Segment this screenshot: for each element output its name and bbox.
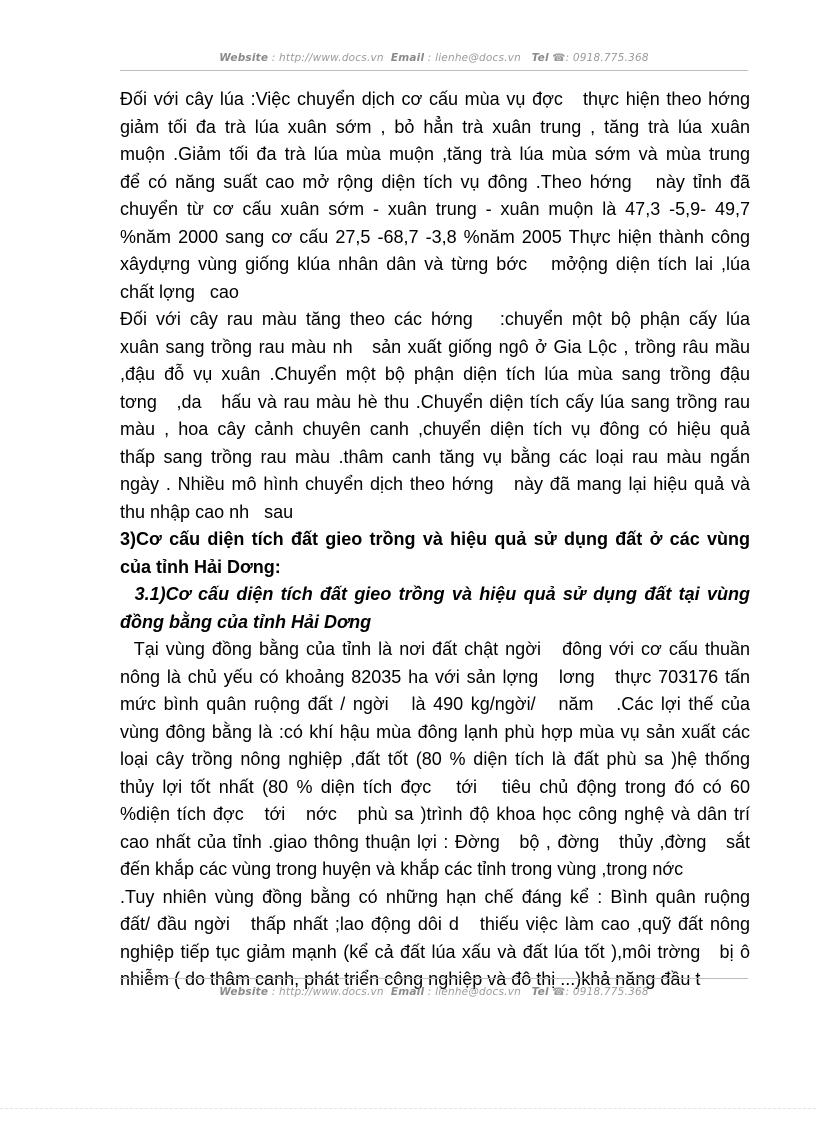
text-line: nông là chủ yếu có khoảng 82035 ha với sản lợng lơng thực 703176 tấn (120, 666, 750, 687)
page-bottom-divider (0, 1108, 816, 1109)
text-line: nghiệp tiếp tục giảm mạnh (kể cả đất lúa xấu và đất lúa tốt ),môi trờng bị ô (120, 941, 750, 962)
text-line: loại cây trồng nông nghiệp ,đất tốt (80 % diện tích là đất phù sa )hệ thống (120, 749, 750, 769)
footer-email-label: Email (390, 986, 425, 998)
text-line: màu , hoa cây cảnh chuyên canh ,chuyển diện tích vụ đông có hiệu quả (120, 419, 750, 439)
text-line: cao nhất của tỉnh .giao thông thuận lợi : Đờng bộ , đờng thủy ,đờng sắt (120, 831, 750, 852)
footer-email-link[interactable]: : lienhe@docs.vn (427, 986, 521, 998)
paragraph-delta-region (120, 636, 750, 994)
text-line: thấp sang trồng rau màu .thâm canh tăng vụ bằng các loại rau màu ngắn (120, 446, 750, 467)
text-line: muộn .Giảm tối đa trà lúa mùa muộn ,tăng trà lúa mùa sớm và mùa trung (120, 144, 750, 164)
text-line: Tại vùng đồng bằng của tỉnh là nơi đất chật ngời đông với cơ cấu thuần (120, 639, 750, 659)
text-line: để có năng suất cao mở rộng diện tích vụ đông .Theo hớng này tỉnh đã (120, 171, 750, 192)
text-line: Đối với cây lúa :Việc chuyển dịch cơ cấu mùa vụ đợc thực hiện theo hớng (120, 89, 750, 109)
document-body (120, 86, 750, 994)
footer-divider (120, 978, 748, 979)
footer-website-label: Website (219, 986, 269, 998)
heading-line: của tỉnh Hải Dơng: (120, 556, 281, 577)
header-website-label: Website (219, 52, 269, 64)
text-line: chất lợng cao (120, 281, 239, 302)
paragraph-vegetables (120, 306, 750, 526)
text-line: tơng ,da hấu và rau màu hè thu .Chuyển diện tích cấy lúa sang trồng rau (120, 391, 750, 412)
paragraph-rice (120, 86, 750, 306)
text-line: %năm 2000 sang cơ cấu 27,5 -68,7 -3,8 %năm 2005 Thực hiện thành công (120, 226, 750, 247)
heading-line: 3.1)Cơ cấu diện tích đất gieo trồng và hiệu quả sử dụng đất tại vùng (120, 584, 750, 604)
phone-icon: ☎ (552, 986, 566, 998)
text-line: thu nhập cao nh sau (120, 501, 294, 522)
header-website-link[interactable]: : http://www.docs.vn (271, 52, 384, 64)
header-divider (120, 70, 748, 71)
footer-tel-label: Tel (531, 986, 549, 998)
heading-line: đồng bằng của tỉnh Hải Dơng (120, 611, 372, 632)
footer-tel-value: : 0918.775.368 (565, 986, 649, 998)
header-email-link[interactable]: : lienhe@docs.vn (427, 52, 521, 64)
header-tel-label: Tel (531, 52, 549, 64)
text-line: ngày . Nhiều mô hình chuyển dịch theo hớng này đã mang lại hiệu quả và (120, 474, 750, 494)
text-line: Đối với cây rau màu tăng theo các hớng :chuyển một bộ phận cấy lúa (120, 309, 750, 329)
section-heading-3 (120, 526, 750, 581)
text-line: %diện tích đợc tới nớc phù sa )trình độ khoa học công nghệ và dân trí (120, 804, 750, 824)
footer-website-link[interactable]: : http://www.docs.vn (271, 986, 384, 998)
text-line: .Tuy nhiên vùng đồng bằng có những hạn chế đáng kể : Bình quân ruộng (120, 886, 750, 907)
header-email-label: Email (390, 52, 425, 64)
text-line: giảm tối đa trà lúa xuân sớm , bỏ hẳn trà xuân trung , tăng trà lúa xuân (120, 116, 750, 137)
text-line: mức bình quân ruộng đất / ngời là 490 kg/ngời/ năm .Các lợi thế của (120, 694, 750, 714)
section-heading-3-1 (120, 581, 750, 636)
text-line: xuân sang trồng rau màu nh sản xuất giống ngô ở Gia Lộc , trồng râu mầu (120, 336, 750, 357)
heading-line: 3)Cơ cấu diện tích đất gieo trồng và hiệu quả sử dụng đất ở các vùng (120, 529, 750, 549)
text-line: đến khắp các vùng trong huyện và khắp các tỉnh trong vùng ,trong nớc (120, 859, 684, 879)
text-line: thủy lợi tốt nhất (80 % diện tích đợc tới tiêu chủ động trong đó có 60 (120, 776, 750, 797)
text-line: nhiễm ( do thâm canh, phát triển công nghiệp và đô thị ...)khả năng đầu t (120, 969, 701, 989)
text-line: vùng đông bằng là :có khí hậu mùa đông lạnh phù hợp mùa vụ sản xuất các (120, 721, 750, 742)
text-line: chuyển từ cơ cấu xuân sớm - xuân trung - xuân muộn là 47,3 -5,9- 49,7 (120, 199, 750, 219)
header-tel-value: : 0918.775.368 (565, 52, 649, 64)
text-line: đất/ đầu ngời thấp nhất ;lao động dôi d thiếu việc làm cao ,quỹ đất nông (120, 914, 750, 934)
text-line: xâydựng vùng giống klúa nhân dân và từng bớc mởộng diện tích lai ,lúa (120, 254, 750, 274)
page-header (120, 52, 748, 64)
phone-icon: ☎ (552, 52, 566, 64)
text-line: ,đậu đỗ vụ xuân .Chuyển một bộ phận diện tích lúa mùa sang trồng đậu (120, 364, 750, 384)
page-footer (120, 986, 748, 998)
